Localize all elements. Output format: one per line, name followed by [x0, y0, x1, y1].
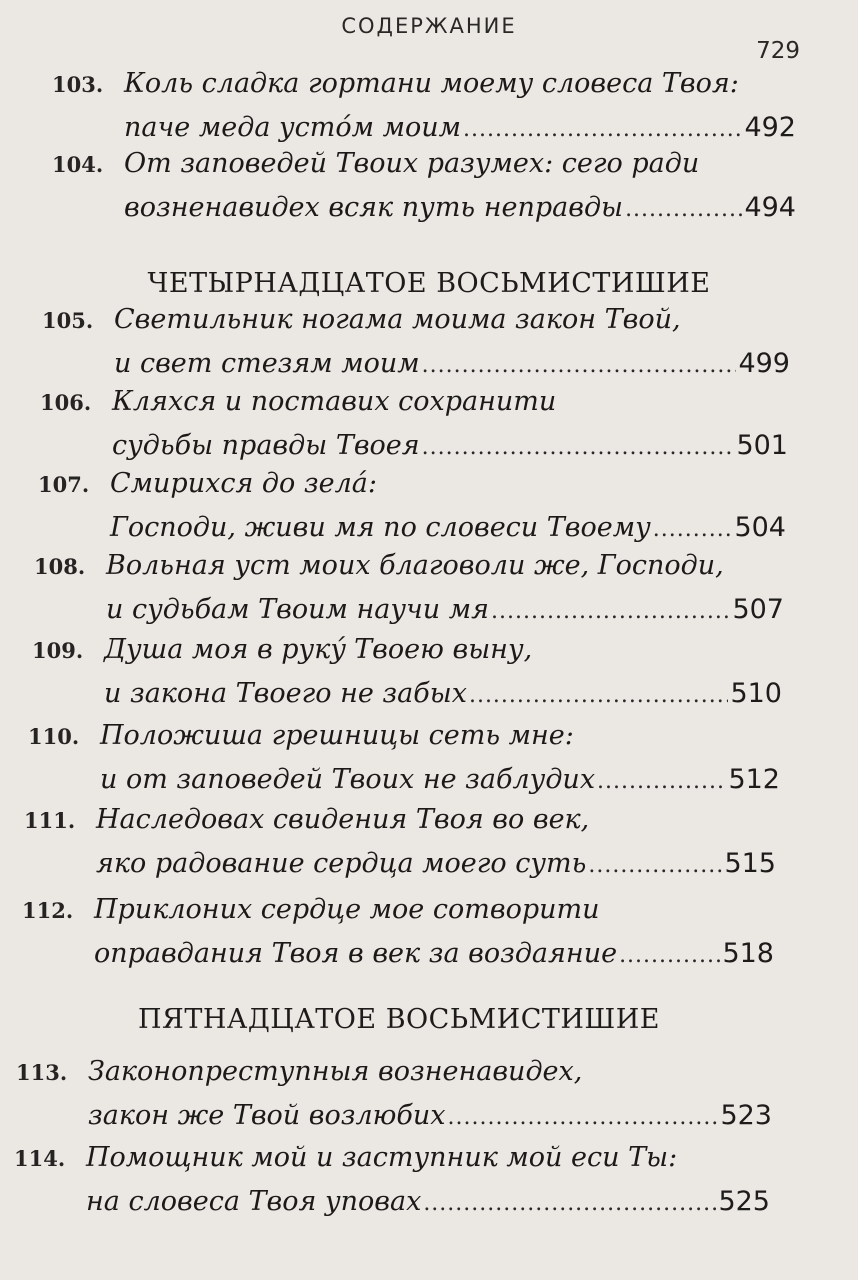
- toc-entry-106: [40, 380, 788, 468]
- toc-entry-110: [28, 714, 780, 802]
- entry-title-line1: Наследовах свидения Твоя во век,: [96, 804, 590, 835]
- entry-number: 113.: [16, 1060, 68, 1085]
- leader-dots: [448, 1096, 719, 1140]
- entry-page: 504: [734, 512, 786, 543]
- entry-page: 510: [730, 678, 782, 709]
- toc-entry-108: [34, 544, 784, 632]
- toc-entry-104: [52, 142, 796, 230]
- entry-number: 112.: [22, 898, 74, 923]
- entry-title-line2: и свет стезям моим: [114, 348, 420, 379]
- entry-page: 492: [744, 112, 796, 143]
- entry-title-line2: возненавидех всяк путь неправды: [124, 192, 624, 223]
- leader-dots: [619, 934, 720, 978]
- entry-title-line1: Светильник ногама моима закон Твой,: [114, 304, 681, 335]
- entry-title-line2: закон же Твой возлюбих: [88, 1100, 446, 1131]
- toc-entry-113: [16, 1050, 772, 1138]
- entry-title-line2: яко радование сердца моего суть: [96, 848, 587, 879]
- entry-number: 109.: [32, 638, 84, 663]
- toc-entry-105: [42, 298, 790, 386]
- entry-title-line2: и от заповедей Твоих не заблудих: [100, 764, 596, 795]
- entry-number: 106.: [40, 390, 92, 415]
- entry-title-line1: Приклоних сердце мое сотворити: [94, 894, 600, 925]
- leader-dots: [588, 844, 722, 888]
- entry-title-line1: Душа моя в рукý Твоею выну,: [104, 634, 533, 665]
- entry-title-line2: оправдания Твоя в век за воздаяние: [94, 938, 618, 969]
- entry-title-line1: Законопреступныя возненавидех,: [88, 1056, 583, 1087]
- leader-dots: [423, 1182, 716, 1226]
- toc-entry-114: [14, 1136, 770, 1224]
- entry-title-line2: судьбы правды Твоея: [112, 430, 420, 461]
- entry-page: 518: [722, 938, 774, 969]
- entry-number: 114.: [14, 1146, 66, 1171]
- toc-entry-107: [38, 462, 786, 550]
- entry-title-line2: на словеса Твоя уповах: [86, 1186, 422, 1217]
- entry-number: 111.: [24, 808, 76, 833]
- entry-title-line1: Положиша грешницы сеть мне:: [100, 720, 574, 751]
- entry-number: 108.: [34, 554, 86, 579]
- entry-title-line2: и судьбам Твоим научи мя: [106, 594, 490, 625]
- entry-title-line2: паче меда устóм моим: [124, 112, 462, 143]
- page-number: 729: [756, 38, 800, 64]
- entry-title-line1: От заповедей Твоих разумех: сего ради: [124, 148, 700, 179]
- toc-entry-103: [52, 62, 796, 150]
- entry-title-line1: Помощник мой и заступник мой еси Ты:: [86, 1142, 678, 1173]
- entry-title-line1: Кляхся и поставих сохранити: [112, 386, 557, 417]
- entry-page: 515: [724, 848, 776, 879]
- toc-entry-109: [32, 628, 782, 716]
- entry-title-line1: Коль сладка гортани моему словеса Твоя:: [124, 68, 739, 99]
- entry-number: 103.: [52, 72, 104, 97]
- entry-number: 104.: [52, 152, 104, 177]
- section-heading-14: ЧЕТЫРНАДЦАТОЕ ВОСЬМИСТИШИЕ: [147, 268, 711, 299]
- entry-page: 525: [718, 1186, 770, 1217]
- toc-entry-111: [24, 798, 776, 886]
- entry-number: 110.: [28, 724, 80, 749]
- entry-page: 523: [720, 1100, 772, 1131]
- entry-page: 512: [728, 764, 780, 795]
- leader-dots: [625, 188, 742, 232]
- entry-number: 105.: [42, 308, 94, 333]
- section-heading-15: ПЯТНАДЦАТОЕ ВОСЬМИСТИШИЕ: [137, 1004, 661, 1035]
- toc-entry-112: [22, 888, 774, 976]
- running-header: СОДЕРЖАНИЕ: [341, 14, 517, 38]
- entry-title-line2: Господи, живи мя по словеси Твоему: [110, 512, 651, 543]
- entry-page: 501: [736, 430, 788, 461]
- entry-number: 107.: [38, 472, 90, 497]
- entry-title-line1: Смирихся до зелá:: [110, 468, 377, 499]
- entry-title-line1: Вольная уст моих благоволи же, Господи,: [106, 550, 724, 581]
- entry-title-line2: и закона Твоего не забых: [104, 678, 467, 709]
- entry-page: 494: [744, 192, 796, 223]
- entry-page: 499: [738, 348, 790, 379]
- leader-dots: [469, 674, 729, 718]
- entry-page: 507: [732, 594, 784, 625]
